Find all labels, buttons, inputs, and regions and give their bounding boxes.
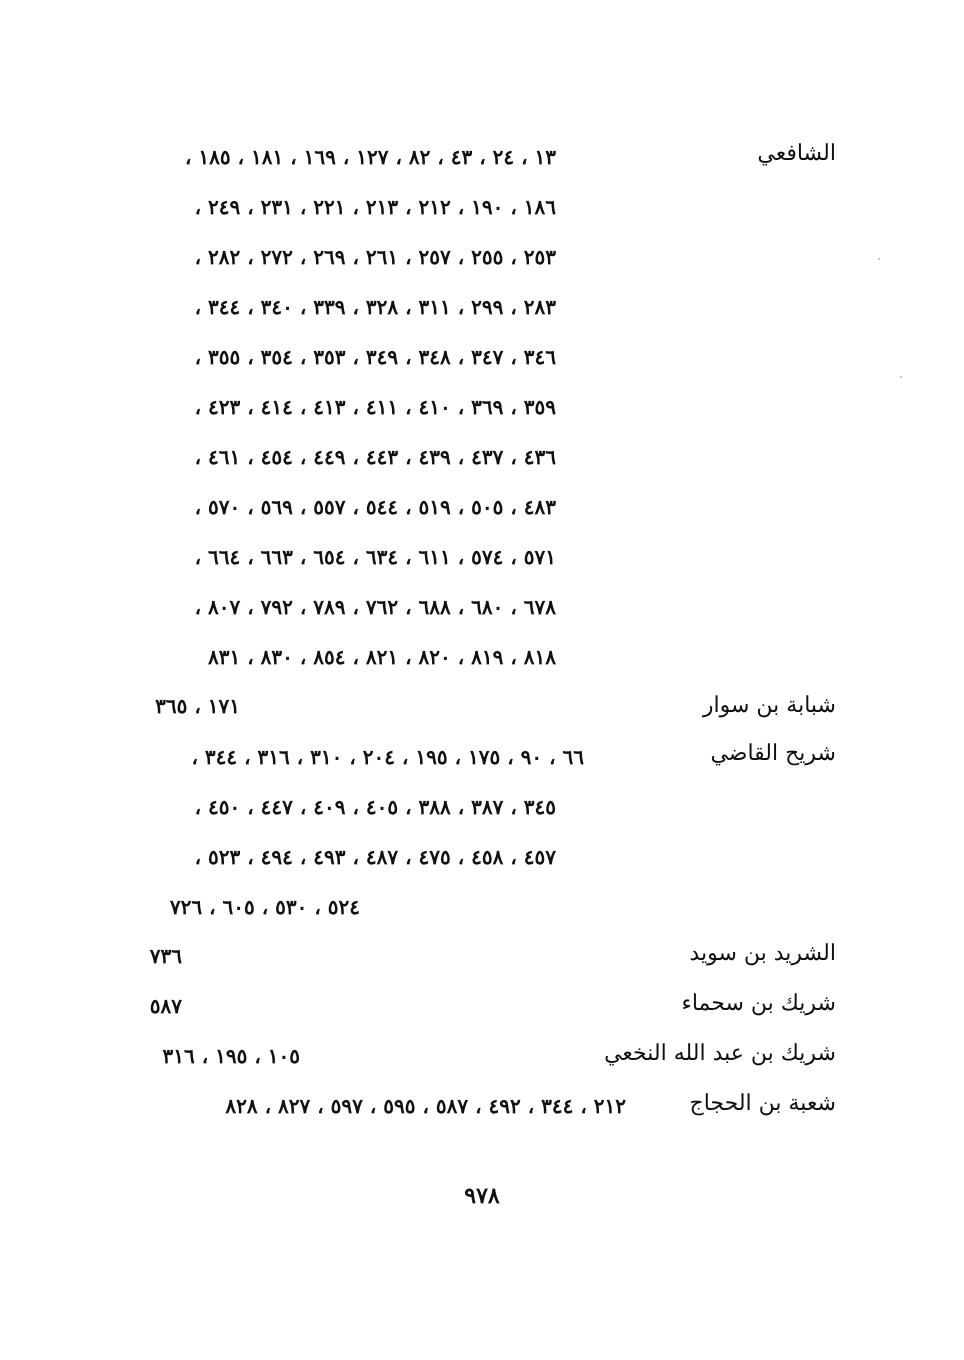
- entry-pages-line: ١٣ ، ٢٤ ، ٤٣ ، ٨٢ ، ١٢٧ ، ١٦٩ ، ١٨١ ، ١٨٥ ،: [184, 145, 556, 169]
- entry-pages-line: ٨١٨ ، ٨١٩ ، ٨٢٠ ، ٨٢١ ، ٨٥٤ ، ٨٣٠ ، ٨٣١: [208, 645, 556, 669]
- entry-pages-line: ٥٢٤ ، ٥٣٠ ، ٦٠٥ ، ٧٢٦: [169, 895, 360, 919]
- entry-name: الشافعي: [757, 141, 836, 166]
- entry-pages-line: ٧٣٦: [149, 944, 182, 968]
- entry-name: شريح القاضي: [710, 741, 836, 766]
- entry-pages-line: ٤٨٣ ، ٥٠٥ ، ٥١٩ ، ٥٤٤ ، ٥٥٧ ، ٥٦٩ ، ٥٧٠ ،: [194, 495, 556, 519]
- entry-pages-line: ٥٨٧: [149, 994, 182, 1018]
- page-number: ٩٧٨: [464, 1183, 500, 1209]
- entry-pages-line: ١٠٥ ، ١٩٥ ، ٣١٦: [162, 1044, 300, 1068]
- entry-pages-line: ٢٥٣ ، ٢٥٥ ، ٢٥٧ ، ٢٦١ ، ٢٦٩ ، ٢٧٢ ، ٢٨٢ ،: [194, 245, 556, 269]
- entry-name: شريك بن سحماء: [681, 991, 836, 1016]
- entry-name: شبابة بن سوار: [702, 693, 836, 718]
- scan-speck: [900, 376, 902, 378]
- scan-speck: [878, 258, 880, 260]
- entry-pages-line: ٤٣٦ ، ٤٣٧ ، ٤٣٩ ، ٤٤٣ ، ٤٤٩ ، ٤٥٤ ، ٤٦١ ،: [194, 445, 556, 469]
- entry-pages-line: ٣٤٦ ، ٣٤٧ ، ٣٤٨ ، ٣٤٩ ، ٣٥٣ ، ٣٥٤ ، ٣٥٥ ،: [194, 345, 556, 369]
- entry-pages-line: ٦٧٨ ، ٦٨٠ ، ٦٨٨ ، ٧٦٢ ، ٧٨٩ ، ٧٩٢ ، ٨٠٧ ،: [194, 595, 556, 619]
- entry-pages-line: ٤٥٧ ، ٤٥٨ ، ٤٧٥ ، ٤٨٧ ، ٤٩٣ ، ٤٩٤ ، ٥٢٣ ،: [194, 845, 556, 869]
- entry-name: شريك بن عبد الله النخعي: [604, 1041, 836, 1066]
- entry-pages-line: ٣٤٥ ، ٣٨٧ ، ٣٨٨ ، ٤٠٥ ، ٤٠٩ ، ٤٤٧ ، ٤٥٠ ،: [194, 795, 556, 819]
- entry-pages-line: ٢١٢ ، ٣٤٤ ، ٤٩٢ ، ٥٨٧ ، ٥٩٥ ، ٥٩٧ ، ٨٢٧ ، ٨٢٨: [225, 1094, 626, 1118]
- entry-name: الشريد بن سويد: [689, 941, 836, 966]
- entry-pages-line: ٥٧١ ، ٥٧٤ ، ٦١١ ، ٦٣٤ ، ٦٥٤ ، ٦٦٣ ، ٦٦٤ ،: [194, 545, 556, 569]
- entry-pages-line: ٦٦ ، ٩٠ ، ١٧٥ ، ١٩٥ ، ٢٠٤ ، ٣١٠ ، ٣١٦ ، ٣٤٤ ،: [191, 745, 584, 769]
- entry-pages-line: ٢٨٣ ، ٢٩٩ ، ٣١١ ، ٣٢٨ ، ٣٣٩ ، ٣٤٠ ، ٣٤٤ ،: [194, 295, 556, 319]
- entry-pages-line: ٣٥٩ ، ٣٦٩ ، ٤١٠ ، ٤١١ ، ٤١٣ ، ٤١٤ ، ٤٢٣ ،: [194, 395, 556, 419]
- entry-pages-line: ١٨٦ ، ١٩٠ ، ٢١٢ ، ٢١٣ ، ٢٢١ ، ٢٣١ ، ٢٤٩ ،: [194, 195, 556, 219]
- entry-pages-line: ١٧١ ، ٣٦٥: [155, 694, 240, 718]
- entry-name: شعبة بن الحجاج: [689, 1091, 836, 1116]
